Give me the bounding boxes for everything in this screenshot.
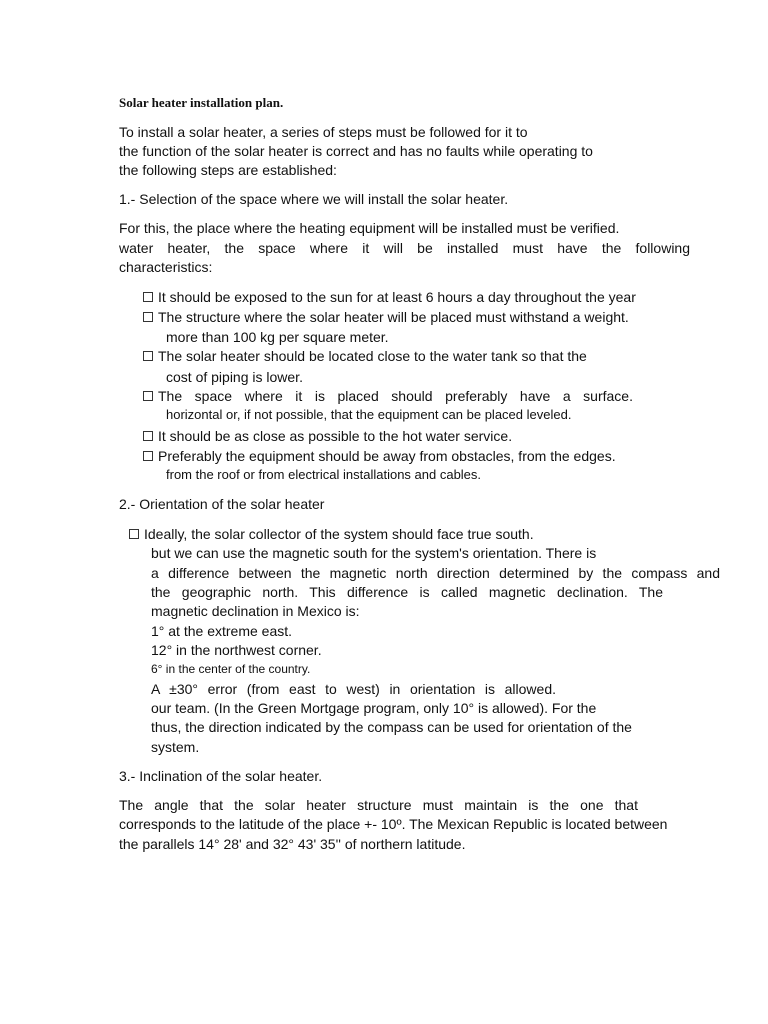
list-item: Ideally, the solar collector of the system should face true south. <box>129 525 534 543</box>
section-2-line: magnetic declination in Mexico is: <box>151 603 360 619</box>
list-item: The structure where the solar heater will be placed must withstand a weight. <box>143 308 629 326</box>
intro-line: the following steps are established: <box>119 162 337 178</box>
section-2-line: 6° in the center of the country. <box>151 662 311 676</box>
list-item-continuation: horizontal or, if not possible, that the equipment can be placed leveled. <box>166 407 572 422</box>
checkbox-bullet-icon <box>129 529 139 539</box>
checkbox-bullet-icon <box>143 451 153 461</box>
section-2-line: system. <box>151 739 200 755</box>
section-1-para-line: water heater, the space where it will be installed must have the following <box>119 240 690 256</box>
section-2-line: our team. (In the Green Mortgage program, only 10° is allowed). For the <box>151 700 597 716</box>
intro-line: the function of the solar heater is correct and has no faults while operating to <box>119 143 593 159</box>
section-1-para-line: For this, the place where the heating equipment will be installed must be verified. <box>119 220 620 236</box>
list-item: It should be exposed to the sun for at least 6 hours a day throughout the year <box>143 288 636 306</box>
section-3-para-line: corresponds to the latitude of the place +- 10º. The Mexican Republic is located between <box>119 816 668 832</box>
section-2-line: thus, the direction indicated by the compass can be used for orientation of the <box>151 719 632 735</box>
intro-line: To install a solar heater, a series of steps must be followed for it to <box>119 124 528 140</box>
list-item-continuation: more than 100 kg per square meter. <box>166 329 389 345</box>
section-1-heading: 1.- Selection of the space where we will install the solar heater. <box>119 191 509 207</box>
list-item-continuation: from the roof or from electrical installations and cables. <box>166 467 482 482</box>
list-item-continuation: cost of piping is lower. <box>166 369 303 385</box>
list-item: The space where it is placed should preferably have a surface. <box>143 387 633 405</box>
checkbox-bullet-icon <box>143 431 153 441</box>
section-2-line: A ±30° error (from east to west) in orientation is allowed. <box>151 681 556 697</box>
section-2-line: 12° in the northwest corner. <box>151 642 322 658</box>
section-2-line: 1° at the extreme east. <box>151 623 293 639</box>
checkbox-bullet-icon <box>143 292 153 302</box>
checkbox-bullet-icon <box>143 391 153 401</box>
section-2-line: a difference between the magnetic north direction determined by the compass and <box>151 565 720 581</box>
section-2-line: but we can use the magnetic south for the system's orientation. There is <box>151 545 597 561</box>
section-2-line: the geographic north. This difference is called magnetic declination. The <box>151 584 663 600</box>
section-3-para-line: the parallels 14° 28' and 32° 43' 35'' of northern latitude. <box>119 836 466 852</box>
section-3-para-line: The angle that the solar heater structure must maintain is the one that <box>119 797 638 813</box>
list-item: It should be as close as possible to the hot water service. <box>143 427 512 445</box>
checkbox-bullet-icon <box>143 312 153 322</box>
section-3-heading: 3.- Inclination of the solar heater. <box>119 768 323 784</box>
section-2-heading: 2.- Orientation of the solar heater <box>119 496 325 512</box>
list-item: Preferably the equipment should be away from obstacles, from the edges. <box>143 447 616 465</box>
document-title: Solar heater installation plan. <box>119 95 284 110</box>
checkbox-bullet-icon <box>143 351 153 361</box>
list-item: The solar heater should be located close to the water tank so that the <box>143 347 587 365</box>
section-1-para-line: characteristics: <box>119 259 213 275</box>
